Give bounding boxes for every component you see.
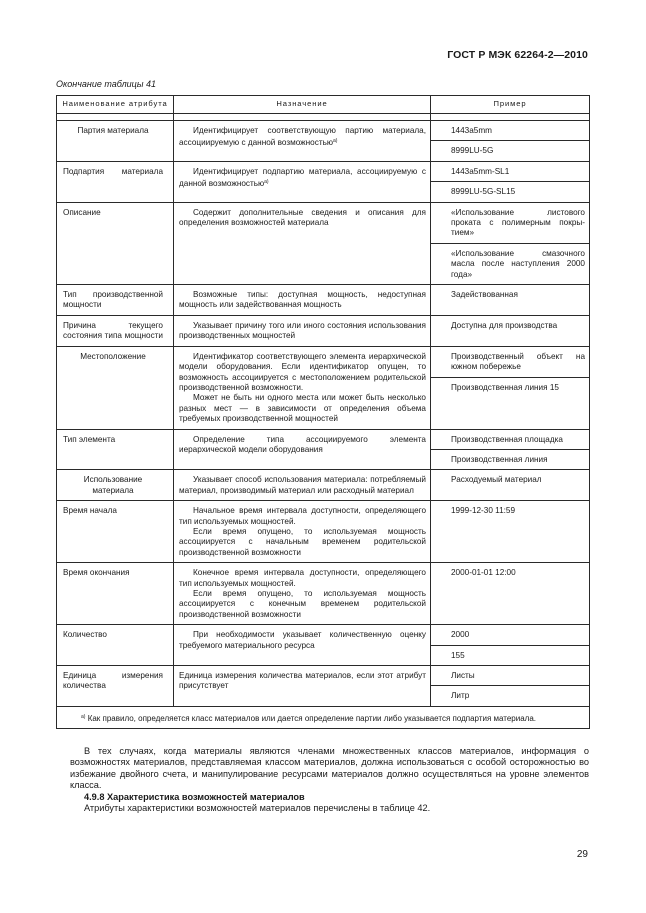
purpose-paragraph: Может не быть ни одного места или может быть несколько разных мест — в зависимости от определения объема требуемых производственной мощностей xyxy=(179,393,426,424)
purpose-paragraph: Указывает причину того или иного состояния использования производственных мощностей xyxy=(179,320,426,341)
example-value: Расходуемый материал xyxy=(451,475,542,485)
purpose-paragraph: При необходимости указывает количественную оценку требуемого материального ресурса xyxy=(179,630,426,650)
table-spacer-row xyxy=(57,114,590,121)
footnote-ref: а) xyxy=(332,138,338,145)
table-row xyxy=(57,315,590,346)
attribute-purpose xyxy=(174,625,431,666)
example-value: 8999LU-5G xyxy=(431,140,589,160)
column-header-example: Пример xyxy=(431,96,590,114)
attribute-example xyxy=(431,501,590,563)
footnote-text: Как правило, определяется класс материалов или дается определение партии либо указывается подпартия материала. xyxy=(87,713,537,723)
attribute-name: Тип производственной мощности xyxy=(57,285,174,316)
footnote-ref: а) xyxy=(264,179,269,186)
table-row xyxy=(57,202,590,284)
attribute-example xyxy=(431,666,590,707)
attribute-example xyxy=(431,202,590,284)
example-value: Производственная линия 15 xyxy=(431,377,589,397)
section-heading: 4.9.8 Характеристика возможностей материалов xyxy=(84,791,305,802)
attribute-name: Местоположение xyxy=(57,346,174,429)
document-header: ГОСТ Р МЭК 62264-2—2010 xyxy=(447,49,588,61)
example-value: 1443а5mm xyxy=(451,126,492,135)
attribute-example xyxy=(431,315,590,346)
table-row xyxy=(57,161,590,202)
attribute-example xyxy=(431,121,590,162)
example-value: «Использование смазочного масла после наступления 2000 года» xyxy=(431,243,589,284)
attribute-name: Тип элемента xyxy=(57,429,174,470)
table-header-row xyxy=(57,96,590,114)
page-number: 29 xyxy=(576,849,588,860)
attribute-purpose xyxy=(174,121,431,162)
example-value: 2000 xyxy=(451,630,470,640)
attribute-purpose xyxy=(174,501,431,563)
attribute-example xyxy=(431,161,590,202)
example-value: Производственный объект на южном побережье xyxy=(451,351,585,372)
example-value: 8999LU-5G-SL15 xyxy=(431,181,589,201)
example-value: 1443а5mm-SL1 xyxy=(451,166,510,176)
section-paragraph: Атрибуты характеристики возможностей материалов перечислены в таблице 42. xyxy=(84,803,431,814)
example-value: «Использование листового проката с полимерным покрытием» xyxy=(451,207,585,238)
attributes-table xyxy=(56,95,590,729)
attribute-purpose xyxy=(174,429,431,470)
purpose-paragraph: Начальное время интервала доступности, определяющего тип используемых мощностей. xyxy=(179,506,426,526)
purpose-paragraph: Единица измерения количества материалов, если этот атрибут присутствует xyxy=(179,671,426,691)
attribute-example xyxy=(431,346,590,429)
attribute-example xyxy=(431,470,590,501)
purpose-paragraph: Определение типа ассоциируемого элемента иерархической модели оборудования xyxy=(179,434,426,454)
purpose-paragraph: Содержит дополнительные сведения и описания для определения возможностей материала xyxy=(179,207,426,228)
attribute-example xyxy=(431,563,590,625)
attribute-purpose xyxy=(174,470,431,501)
table-row xyxy=(57,429,590,470)
example-value: 155 xyxy=(431,645,589,665)
example-value: Задействованная xyxy=(451,290,518,300)
attribute-name: Подпартия материала xyxy=(57,161,174,202)
attribute-name: Время начала xyxy=(57,501,174,563)
body-text xyxy=(70,746,589,814)
attribute-name: Единица измерения количества xyxy=(57,666,174,707)
attribute-purpose xyxy=(174,563,431,625)
column-header-purpose: Назначение xyxy=(174,96,431,114)
purpose-paragraph: Если время опущено, то используемая мощность ассоциируется с конечным временем родительской производственной возможности xyxy=(179,589,426,619)
purpose-paragraph: Конечное время интервала доступности, определяющего тип используемых мощностей. xyxy=(179,568,426,588)
table-row xyxy=(57,346,590,429)
table-row xyxy=(57,470,590,501)
attribute-purpose xyxy=(174,315,431,346)
table-row xyxy=(57,666,590,707)
example-value: Литр xyxy=(431,685,589,705)
attribute-purpose xyxy=(174,285,431,316)
attribute-name: Описание xyxy=(57,202,174,284)
example-value: Доступна для производства xyxy=(451,320,558,330)
table-footnote-row xyxy=(57,706,590,728)
purpose-paragraph: Если время опущено, то используемая мощность ассоциируется с начальным временем родительской производственной возможности xyxy=(179,526,426,557)
example-value: 1999-12-30 11:59 xyxy=(451,506,516,516)
attribute-name: Время окончания xyxy=(57,563,174,625)
body-paragraph: В тех случаях, когда материалы являются членами множественных классов материалов, информация о возможностях материалов, представляемая классом материалов, должна использоваться с особой осторожностью во избежание двойного счета, и манипулирование ресурсами материалов должно осуществляться на уровне элементов класса. xyxy=(70,746,589,791)
attribute-name: Партия материала xyxy=(57,121,174,162)
table-footnote xyxy=(57,706,590,728)
table-row xyxy=(57,285,590,316)
attribute-name: Использование материала xyxy=(57,470,174,501)
attribute-purpose xyxy=(174,202,431,284)
purpose-paragraph: Идентификатор соответствующего элемента иерархической модели оборудования. Если идентификатор опущен, то возможность ассоциируется с местоположением родительской производственной возможности. xyxy=(179,351,426,392)
attribute-example xyxy=(431,429,590,470)
attribute-name: Количество xyxy=(57,625,174,666)
table-row xyxy=(57,121,590,162)
footnote-mark: а) xyxy=(81,713,86,720)
purpose-paragraph: Идентифицирует соответствующую партию материала, ассоциируемую с данной возможностью$^{а)}$ xyxy=(179,126,426,148)
attribute-purpose xyxy=(174,666,431,707)
example-value: Листы xyxy=(451,671,475,681)
table-caption: Окончание таблицы 41 xyxy=(56,79,156,89)
example-value: 2000-01-01 12:00 xyxy=(451,568,516,578)
attribute-example xyxy=(431,625,590,666)
purpose-paragraph: Идентифицирует подпартию материала, ассоциируемую с данной возможностью$^{а)}$ xyxy=(179,166,426,189)
table-row xyxy=(57,563,590,625)
table-row xyxy=(57,501,590,563)
purpose-paragraph: Указывает способ использования материала: потребляемый материал, производимый материал или расходный материал xyxy=(179,475,426,495)
purpose-paragraph: Возможные типы: доступная мощность, недоступная мощность или задействованная мощность xyxy=(179,290,426,310)
attribute-example xyxy=(431,285,590,316)
attribute-name: Причина текущего состояния типа мощности xyxy=(57,315,174,346)
example-value: Производственная площадка xyxy=(451,434,563,444)
attribute-purpose xyxy=(174,161,431,202)
example-value: Производственная линия xyxy=(431,449,589,469)
attribute-purpose xyxy=(174,346,431,429)
column-header-name: Наименование атрибута xyxy=(57,96,174,114)
table-row xyxy=(57,625,590,666)
